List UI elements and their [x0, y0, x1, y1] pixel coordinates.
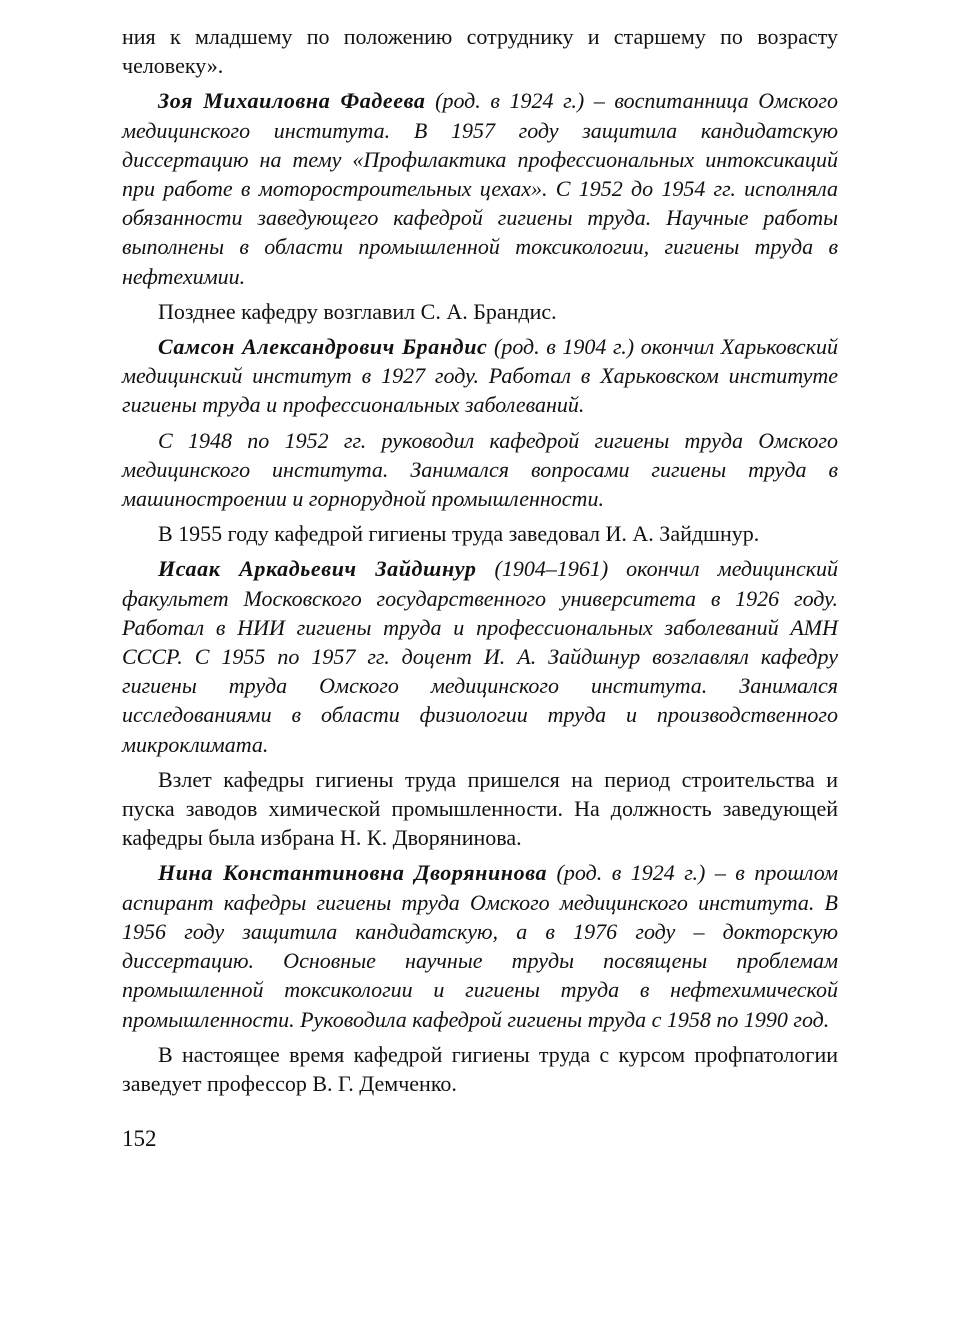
paragraph-text: Взлет кафедры гигиены труда пришелся на период строительства и пуска заводов химической промышленности. На должность заведующей кафедры была избрана Н. К. Дворянинова. [122, 766, 838, 851]
biography-text: (род. в 1904 г.) окончил Харьковский медицинский институт в 1927 году. Работал в Харьковском институте гигиены труда и профессиональных заболеваний. [122, 334, 838, 418]
person-name: Самсон Александрович Брандис [158, 334, 488, 360]
paragraph-current-head [122, 1040, 838, 1098]
biography-fadeeva [122, 86, 838, 290]
paragraph-text: Позднее кафедру возглавил С. А. Брандис. [158, 298, 557, 324]
biography-text: С 1948 по 1952 гг. руководил кафедрой гигиены труда Омского медицинского института. Занимался вопросами гигиены труда в машиностроении и горнорудной промышленности. [122, 427, 838, 512]
paragraph-text: ния к младшему по положению сотруднику и старшему по возрасту человеку». [122, 24, 838, 79]
paragraph-dvoryaninova-intro [122, 765, 838, 853]
paragraph-brandis-intro [122, 297, 838, 326]
biography-brandis-continued [122, 426, 838, 514]
page-body-text [122, 22, 838, 1104]
paragraph-zaidshnur-intro [122, 519, 838, 548]
person-name: Нина Константиновна Дворянинова [158, 860, 548, 886]
person-name: Зоя Михаиловна Фадеева [158, 88, 426, 114]
page-number: 152 [122, 1126, 157, 1151]
biography-dvoryaninova [122, 858, 838, 1033]
paragraph-text: В 1955 году кафедрой гигиены труда заведовал И. А. Зайдшнур. [158, 521, 760, 547]
biography-brandis [122, 332, 838, 420]
biography-text: (род. в 1924 г.) – в прошлом аспирант кафедры гигиены труда Омского медицинского института. В 1956 году защитила кандидатскую, а в 1976 году – докторскую диссертацию. Основные научные труды посвящены проблемам промышленной токсикологии и гигиены труда в нефтехимической промышленности. Руководила кафедрой гигиены труда с 1958 по 1990 год. [122, 860, 838, 1032]
paragraph-continuation [122, 22, 838, 80]
person-name: Исаак Аркадьевич Зайдшнур [158, 556, 477, 582]
paragraph-text: В настоящее время кафедрой гигиены труда с курсом профпатологии заведует профессор В. Г. Демченко. [122, 1041, 838, 1096]
biography-text: (1904–1961) окончил медицинский факультет Московского государственного университета в 1926 году. Работал в НИИ гигиены труда и профессиональных заболеваний АМН СССР. С 1955 по 1957 гг. доцент И. А. Зайдшнур возглавлял кафедру гигиены труда Омского медицинского института. Занимался исследованиями в области физиологии труда и производственного микроклимата. [122, 556, 839, 757]
biography-zaidshnur [122, 554, 838, 758]
biography-text: (род. в 1924 г.) – воспитанница Омского медицинского института. В 1957 году защитила кандидатскую диссертацию на тему «Профилактика профессиональных интоксикаций при работе в моторостроительных цехах». С 1952 до 1954 гг. исполняла обязанности заведующего кафедрой гигиены труда. Научные работы выполнены в области промышленной токсикологии, гигиены труда в нефтехимии. [122, 88, 839, 289]
